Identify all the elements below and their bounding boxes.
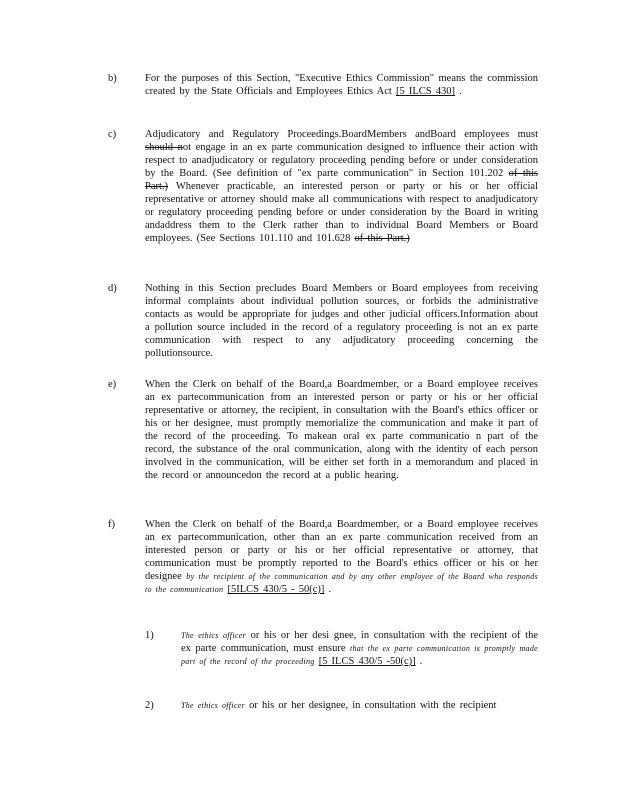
subparagraph-marker: 1): [145, 630, 154, 641]
paragraph-marker: d): [108, 283, 117, 294]
statutory-quote: by the recipient of the communication and by any other employee of the Board who responds to the communication: [145, 572, 538, 594]
struck-text: should n: [145, 142, 183, 153]
statutory-quote: The ethics officer: [181, 701, 245, 710]
paragraph-text: For the purposes of this Section, "Executive Ethics Commission" means the commission created by the State Officials and Employees Ethics Act [5 ILCS 430] .: [145, 73, 538, 97]
subparagraph-text: The ethics officer or his or her desi gnee, in consultation with the recipient of the ex parte communication, must ensure that the ex parte communication is promptly made part of the record of the proceeding [5 ILCS 430/5 -50(c)] .: [181, 630, 538, 667]
subparagraph-marker: 2): [145, 700, 154, 711]
citation: [5 ILCS 430/5 -50(c)]: [318, 656, 416, 667]
struck-text: of this Part.): [354, 233, 410, 244]
subparagraph-text: The ethics officer or his or her designee, in consultation with the recipient: [181, 700, 497, 711]
paragraph-text: When the Clerk on behalf of the Board,a Boardmember, or a Board employee receives an ex partecommunication from an interested person or party or his or her official representative or attorney, the recipient, in consultation with the Board's ethics officer or his or her designee, must promptly memorialize the communication and make it part of the record of the proceeding. To makean oral ex parte communicatio n part of the record, the substance of the oral communication, along with the identity of each person involved in the communication, will be either set forth in a memorandum and placed in the record or announcedon the record at a public hearing.: [145, 379, 538, 481]
statutory-quote: The ethics officer: [181, 631, 246, 640]
paragraph-marker: e): [108, 379, 117, 390]
paragraph-text: When the Clerk on behalf of the Board,a Boardmember, or a Board employee receives an ex partecommunication, other than an ex parte communication received from an interested person or party or his or her official representative or attorney, that communication must be promptly reported to the Board's ethics officer or his or her designee by the recipient of the communication and by any other employee of the Board who responds to the communication [5ILCS 430/5 - 50(c)] .: [145, 519, 538, 595]
citation: [5 ILCS 430]: [395, 86, 455, 97]
paragraph-marker: c): [108, 129, 117, 140]
paragraph-text: Adjudicatory and Regulatory Proceedings.BoardMembers andBoard employees must should not engage in an ex parte communication designed to influence their action with respect to anadjudicatory or regulatory proceeding pending before or under consideration by the Board. (See definition of "ex parte communication" in Section 101.202 of this Part.) Whenever practicable, an interested person or party or his or her official representative or attorney should make all communications with respect to anadjudicatory or regulatory proceeding pending before or under consideration by the Board in writing andaddress them to the Clerk rather than to individual Board Members or Board employees. (See Sections 101.110 and 101.628 of this Part.): [145, 129, 538, 244]
paragraph-marker: f): [108, 519, 115, 530]
paragraph-text: Nothing in this Section precludes Board Members or Board employees from receiving informal complaints about individual pollution sources, or forbids the administrative contacts as would be appropriate for judges and other judicial officers.Information about a pollution source included in the record of a regulatory proceeding is not an ex parte communication with respect to any adjudicatory proceeding concerning the pollutionsource.: [145, 283, 538, 359]
paragraph-marker: b): [108, 73, 117, 84]
struck-text: of this Part.): [145, 168, 538, 192]
citation: [5ILCS 430/5 - 50(c)]: [227, 584, 325, 595]
statutory-quote: that the ex parte communication is promptly made part of the record of the proceeding: [181, 644, 538, 666]
